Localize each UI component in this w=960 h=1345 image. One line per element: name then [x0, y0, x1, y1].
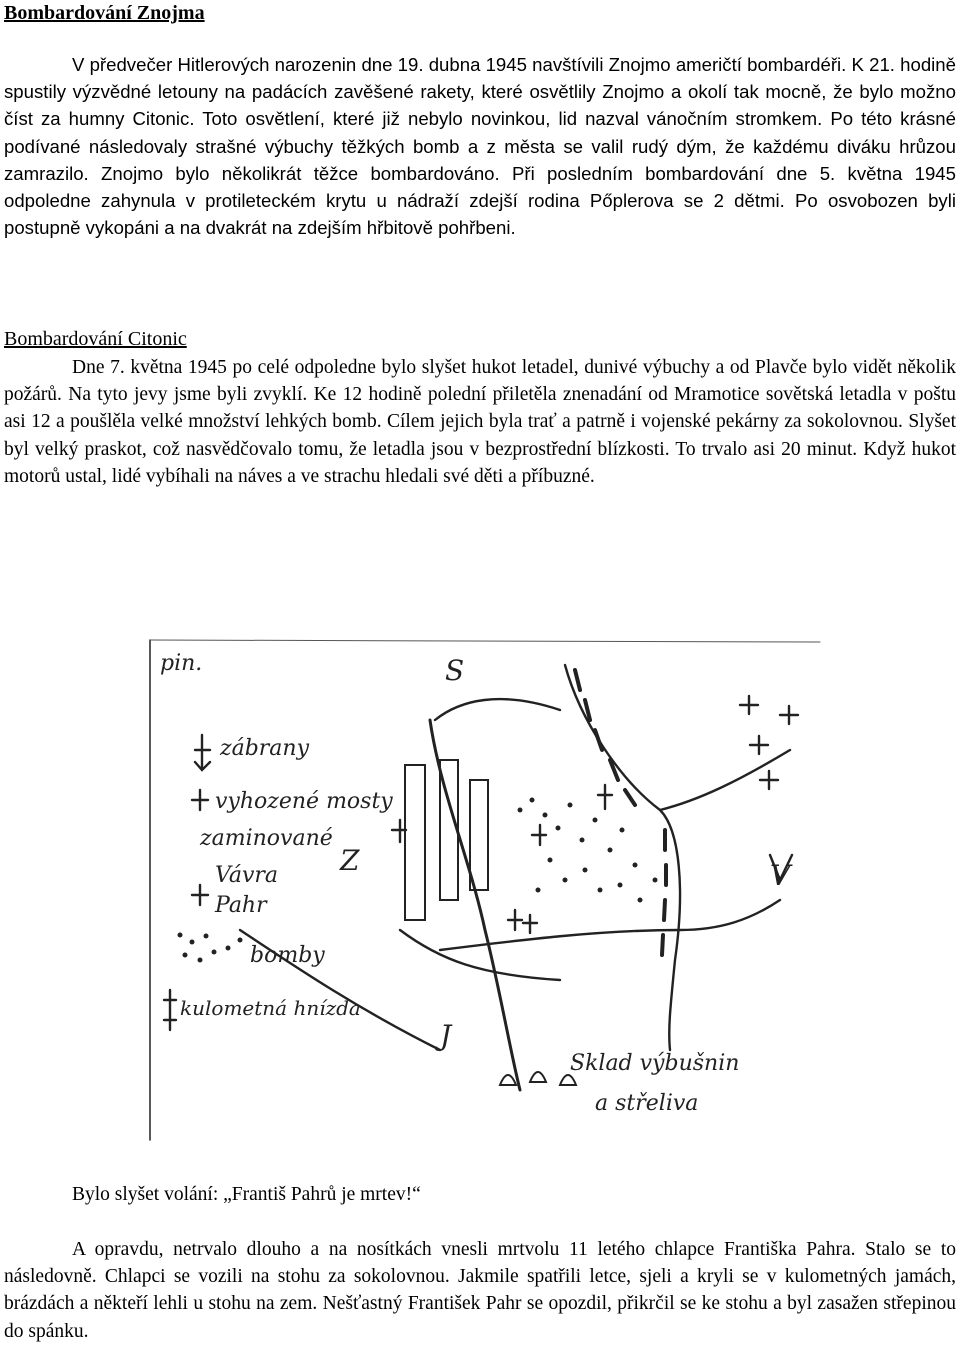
map-annotation-line1: Sklad výbušnin [570, 1051, 740, 1076]
quote-text: Bylo slyšet volání: „Františ Pahrů je mrtev!“ [72, 1184, 421, 1205]
map-legend-vyhozene-mosty: vyhozené mosty [215, 789, 393, 814]
map-legend-kulometna-hnizda: kulometná hnízda [180, 996, 361, 1020]
map-compass-west: Z [340, 844, 360, 877]
map-compass-north: S [445, 654, 465, 687]
heading-bombardovani-citonic: Bombardování Citonic [4, 328, 187, 350]
paragraph-znojmo-text: V předvečer Hitlerových narozenin dne 19. dubna 1945 navštívili Znojmo američtí bombardéři. K 21. hodině spustily výzvědné letouny na padácích zavěšené rakety, které osvětlily Znojmo a okolí tak mocně, že bylo možno číst za humny Citonic. Toto osvětlení, které již nebylo novinkou, lid nazval vánočním stromkem. Po této krásné podívané následovaly strašné výbuchy těžkých bomb a z města se valil rudý dým, že každému diváku hrůzou zamrazilo. Znojmo bylo několikrát těžce bombardováno. Při posledním bombardování dne 5. května 1945 odpoledne zahynula v protileteckém krytu u nádraží zdejší rodina Pőplerova se 2 dětmi. Po osvobozen byli postupně vykopáni a na dvakrát na zdejším hřbitově pohřbeni. [4, 54, 956, 239]
map-compass-south: J [440, 1019, 452, 1052]
map-annotation-line2: a střeliva [595, 1091, 699, 1116]
paragraph-pahr [4, 1236, 956, 1345]
paragraph-znojmo [4, 51, 956, 241]
map-legend-pahr: Pahr [215, 893, 267, 918]
paragraph-citonic-text: Dne 7. května 1945 po celé odpoledne bylo slyšet hukot letadel, dunivé výbuchy a od Plavče bylo vidět několik požárů. Na tyto jevy jsme byli zvyklí. Ke 12 hodině polední přiletěla znenadání od Mramotice sovětská letadla v poštu asi 12 a poušlěla velké množství lehkých bomb. Cílem jejich byla trať a patrně i vojenské pekárny za sokolovnou. Slyšet byl velký praskot, což nasvědčovalo tomu, že letadla jsou v bezprostřední blízkosti. To trvalo asi 20 minut. Když hukot motorů ustal, lidé vybíhali na náves a ve strachu hledali své děti a příbuzné. [4, 357, 956, 487]
quote-line [4, 1181, 956, 1208]
hand-drawn-map [140, 630, 830, 1150]
map-legend-zaminovane: zaminované [200, 826, 333, 851]
paragraph-citonic [4, 354, 956, 490]
map-legend-pin: pin. [160, 651, 203, 676]
map-compass-east: V [770, 859, 791, 892]
heading-bombardovani-znojma: Bombardování Znojma [4, 2, 205, 24]
map-legend-vavra: Vávra [215, 863, 279, 888]
map-legend-bomby: bomby [250, 943, 325, 968]
paragraph-pahr-text: A opravdu, netrvalo dlouho a na nosítkách vnesli mrtvolu 11 letého chlapce Františka Pahra. Stalo se to následovně. Chlapci se vozili na stohu za sokolovnou. Jakmile spatřili letce, sjeli a kryli se v kulometných jamách, brázdách a někteří lehli u stohu na zem. Nešťastný František Pahr se opozdil, přikrčil se ke stohu a byl zasažen střepinou do spánku. [4, 1239, 956, 1342]
map-legend-zabrany: zábrany [220, 736, 310, 761]
